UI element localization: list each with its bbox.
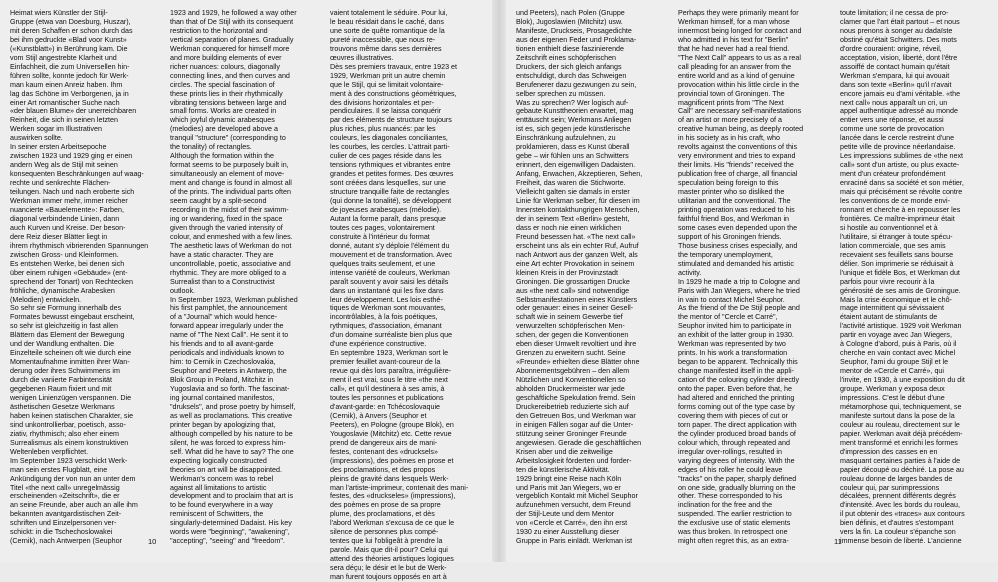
page-number-left: 10	[148, 537, 157, 546]
german-text: Heimat wiers Künstler der Stijl- Gruppe (etwa van Doesburg, Huszar), mit deren Schaffen er schon durch das bei ihm gedruckte «Blad voor Kunst» («Kunstblatt») in Berührung kam. Die vom Stijl angestrebte Klarheit und Einfachheit, die zum Universellen hin- führen sollte, konnte jedoch für Werk- man kaum einen Anreiz haben. Ihm lag das Schöne im Verborgenen, ja in einer Art romantischer Suche nach «der blauen Blume» der unerreichbaren Reinheit, die sich in seinen letzten Werken sogar im Illustrativen auswirken sollte. In seiner ersten Arbeitsepoche zwischen 1923 und 1929 ging er einen andern Weg als de Stijl mit seinen konsequenten Beschränkungen auf waag- rechte und senkrechte Flächen- teilungen. Nach und nach eroberte sich Werkman immer mehr, immer reicher nuancierte «Bauelemente»: Farben, diagonal verbindende Linien, dann auch Kurven und Kreise. Der beson- dere Reiz dieser Blätter liegt in ihrem rhythmisch vibrierenden Spannungen zwischen Gross- und Kleinformen. Es entstehen Werke, bei denen sich über einem ruhigen «Gebäude» (ent- sprechend der Tonart) von Rechtecken fröhliche, dynamische Arabesken (Melodien) entwickeln. So sehr sie Formung innerhalb des Formates bewusst eingebaut erscheint, so sehr ist gleichzeitig in fast allen Blättern das Element der Bewegung und der Wandlung enthalten. Die Einzelteile scheinen oft wie durch eine Momentaufnahme inmitten ihrer Wan- derung oder ihres Schwimmens im durch die variierte Farbintensität gegebenen Raum fixiert und mit wenigen Linienzügen verspannen. Die ästhetischen Gesetze Werkmans haben keinen statischen Charakter, sie sind unkontrollierbar, poetisch, asso- ziativ, rhythmisch; also eher einem Surrealismus als einem konstruktiven Weltenleben verpflichtet. Im September 1923 verschickt Werk- man sein erstes Flugblatt, eine Ankündigung der von nun an unter dem Titel «the next call» unregelmässig erscheinenden «Zeitschrift», die er an seine Freunde, aber auch an alle ihm bekannten avantgardistischen Zeit- schriften und Einzelpersonen ver- schickt: in die Tschechoslowakei (Cernik), nach Antwerpen (Seuphor	[10, 9, 149, 546]
french-text-column	[330, 9, 488, 582]
left-page	[0, 0, 492, 582]
english-text-column	[678, 9, 836, 546]
english-text: 1923 and 1929, he followed a way other than that of De Stijl with its consequent restriction to the horizontal and vertical separation of planes. Gradually Werkman conquered for himself more and more building elements of ever richer nuances: colours, diagonally connecting lines, and then curves and circles. The special fascination of these prints lies in their rhythmically vibrating tensions between large and small forms. Works are created in which joyful dynamic arabesques (melodies) are developed above a tranquil "structure" (corresponding to the tonality) of rectangles. Although the formation within the format seems to be purposely built in, simultaneously an element of move- ment and change is found in almost all of the prints. The individual parts often seem caught by a split-second recording in the midst of their swimm- ing or wandering, fixed in the space given through the varied intensity of colour, and enmeshed with a few lines. The aesthetic laws of Werkman do not have a static character. They are uncontrollable, poetic, associative and rhythmic. They are more obliged to a Surrealist than to a Constructivist outlook. In September 1923, Werkman published his first pamphlet, the announcement of a "Journal" which would hence- forward appear irregularly under the name of "The Next Call". He sent it to his friends and to all avant-garde periodicals and individuals known to him: to Cernik in Czechoslovakia, Seuphor and Peeters in Antwerp, the Blok Group in Poland, Mitchitz in Yugoslavia and so forth. The fascinat- ing journal contained manifestos, "druksels", and prose poetry by himself, as well as proclamations. This creative printer began by apologizing that, although compelled by his nature to be silent, he was forced to express him- self. What did he have to say? The one expecting logically constructed theories on art will be disappointed. Werkman's concern was to rebel against all limitations to artistic development and to proclaim that art is to be found everywhere in a way reminiscent of Schwitters, the singularly-determined Dadaist. His key words were "beginning", "awakening", "accepting", "seeing" and "freedom".	[170, 9, 298, 546]
german-text: und Peeters), nach Polen (Gruppe Blok), Jugoslawien (Mitchitz) usw. Manifeste, Druckseis, Prosagedichte aus der eigenen Feder und Proklama- tionen enthielt diese faszinierende Zeitschrift eines schöpferischen Druckers, der sich gleich anfangs entschuldigt, durch das Schweigen Berufenerer dazu gezwungen zu sein, selber sprechen zu müssen. Was zu sprechen? Wer logisch auf- gebaute Kunsttheorien erwartet, mag enttäuscht sein; Werkmans Anliegen ist es, sich gegen jede künstlerische Einschränkung aufzulehnen, zu proklamieren, dass es Kunst überall gebe – wir fühlen uns an Schwitters erinnert, den eigenwilligen Dadaisten. Anfang, Erwachen, Akzeptieren, Sehen, Freiheit, das waren die Stichworte. Vielleicht galten sie damals in erster Linie für Werkman selber, für diesen im Innersten kontakthungrigen Menschen, der in seinem Text «Berlin» gesteht, dass er noch nie einen wirklichen Freund besessen hat. «The next call» erscheint uns als ein echter Ruf, Aufruf nach Antwort aus der ganzen Welt, als eine Art echter Provokation in seinem kleinen Kreis in der Provinzstadt Groningen. Die grossartigen Drucke aus «the next call» sind notwendige Selbstmanifestationen eines Künstlers oder genauer: eines in seiner Gesell- schaft wie in seinem Gewerbe tief verwurzelten schöpferischen Men- schen, der gegen die Konventionen eben dieser Umwelt revoltiert und ihre Grenzen zu erweitern sucht. Seine «Freunde» erhielten diese Blätter ohne Abonnementsgebühren – den allem Nützlichen und Konventionellen so abholden Druckermeister war jede geschäftliche Spekulation fremd. Sein Druckereibetrieb reduzierte sich auf den Getreuen Bos, und Werkman war in einigen Fällen sogar auf die Unter- stützung seiner Groninger Freunde angewiesen. Gerade die geschäftlichen Krisen aber und die zeitweilige Arbeitslosigkeit förderten und forder- ten die künstlerische Aktivität. 1929 bringt eine Reise nach Köln und Paris mit Jan Wiegers, wo er vergeblich Kontakt mit Michel Seuphor aufzunehmen versucht, dem Freund der Stijl-Leute und dem Mentor von «Cercle et Carré», den ihn erst 1930 zu einer Ausstellung dieser Gruppe in Paris einlädt. Werkman ist	[516, 9, 643, 546]
right-page	[506, 0, 998, 562]
french-text-column	[840, 9, 998, 546]
book-gutter	[492, 0, 506, 562]
english-text: Perhaps they were primarily meant for Werkman himself, for a man whose innermost being longed for contact and who admitted in his text for "Berlin" that he had never had a real friend. "The Next Call" appears to us as a real call pleading for an answer from the entire world and as a kind of genuine provocation within his little circle in the provincial town of Groningen. The magnificent prints from "The Next Call" are necessary self-manifestations of an artist or more precisely of a creative human being, as deeply rooted in his society as in his craft, who revolts against the conventions of this very environment and tries to expand their limits. His "friends" received the publication free of charge, all financial speculation being foreign to this master printer who so disliked the utilitarian and the conventional. The printing operation was reduced to his faithful friend Bos, and Werkman in some cases even depended upon the support of his Groningen friends. Those business crises especially, and the temporary unemployment, stimulated and demanded his artistic activity. In 1929 he made a trip to Cologne and Paris with Jan Wiegers, where he tried in vain to contact Michel Seuphor. As the friend of the De Stijl people and the mentor of "Cercle et Carré", Seuphor invited him to participate in an exhibit of the latter group in 1930. Werkman was represented by two prints. In his work a transformation began to be apparent. Technically this change manifested itself in the appli- cation of the colouring cylinder directly onto the paper. Even before that, he had altered and enriched the printing forms coming out of the type case by covering them with pieces of cut or torn paper. The direct application with the cylinder produced broad bands of colour which, through repeated and irregular over-rollings, resulted in varying degrees of intensity. With the edges of his roller he could leave "tracks" on the paper, sharply defined on one side, gradually blurring on the other. These corresponded to his inclination for the free and the suspended. The earlier restriction to the exclusive use of static elements was thus broken. In retrospect one might often regret this, as an extra-	[678, 9, 804, 546]
english-text-column	[170, 9, 328, 546]
french-text: toute limitation; il ne cessa de pro- clamer que l'art était partout – et nous nous prenons à songer au dadaïste obstiné qu'était Schwitters. Des mots d'ordre couraient: origine, réveil, acceptation, vision, liberté, dont l'être assoiffé de contact humain qu'était Werkman s'empara, lui qui avouait dans son texte «Berlin» qu'il n'avait encore jamais eu d'ami véritable. «the next call» nous apparaît un cri, un appel authentique adressé au monde entier vers une réponse, et aussi comme une sorte de provocation lancée dans le cercle restreint d'une petite ville de province néerlandaise. Les impressions sublimes de «the next call» sont d'un artiste, ou plus exacte- ment d'un créateur profondément enraciné dans sa société et son métier, mais qui précisément se révolte contre les conventions de ce monde envi- ronnant et cherche à en repousser les frontières. Ce maître-imprimeur était si hostile au conventionnel et à l'utilitaire, si étranger à toute spécu- lation commerciale, que ses amis recevaient ses feuillets sans bourse délier. Son imprimerie se réduisait à l'unique et fidèle Bos, et Werkman dut parfois pour vivre recourir à la générosité de ses amis de Groningue. Mais la crise économique et le chô- mage intermittent qui sévissaient étaient autant de stimulants de l'activité artistique. 1929 voit Werkman partir en voyage avec Jan Wiegers, à Cologne d'abord, puis à Paris, où il cherche en vain contact avec Michel Seuphor, l'ami du groupe Stijl et le mentor de «Cercle et Carré», qui l'invite, en 1930, à une exposition du dit groupe. Werkman y exposa deux impressions. C'est le début d'une métamorphose qui, techniquement, se manifeste surtout dans la pose de la couleur au rouleau, directement sur le papier. Werkman avait déjà précédem- ment transformé et enrichi les formes d'impression des casses en en masquant certaines parties à l'aide de papier découpé ou déchiré. La pose au rouleau donne de larges bandes de couleur qui, par surimpressions décalées, prennent différents degrés d'intensité. Avec les bords du rouleau, il put obtenir des «traces» aux contours bien définis, et d'autres s'estompant vers la fin. La couleur s'épanche son immense besoin de liberté. L'ancienne	[840, 9, 965, 546]
german-text-column	[516, 9, 674, 546]
french-text: vaient totalement le séduire. Pour lui, le beau résidait dans le caché, dans une sorte de quête romantique de la pureté inaccessible, que nous re- trouvons même dans ses dernières œuvres illustratives. Dès ses premiers travaux, entre 1923 et 1929, Werkman prit un autre chemin que le Stijl, qui se limitait volontaire- ment à des constructions géométriques, des divisions horizontales et per- pendiculaires. Il se laissa conquérir par des éléments de structure toujours plus riches, plus nuancés: par les couleurs, les diagonales conciliantes, les courbes, les cercles. L'attrait parti- culier de ces pages réside dans les tensions rythmiques et vibrantes entre grandes et petites formes. Des œuvres sont créées dans lesquelles, sur une structure tranquille faite de rectangles (qui donne la tonalité), se développent de joyeuses arabesques (mélodie). Autant la forme paraît, dans presque toutes ces pages, volontairement construite à l'intérieur du format donné, autant s'y déploie l'élément du mouvement et de transformation. Avec quelques traits seulement, et une intense variété de couleurs, Werkman paraît souvent y avoir saisi les détails dans un instantané qui les fixe dans leur développement. Les lois esthé- tiques de Werkman sont mouvantes, incontrôlables, à la fois poétiques, rythmiques, d'association, émanant d'un domaine surréaliste bien plus que d'une expérience constructive. En septembre 1923, Werkman sort le premier feuillet avant-coureur de la revue qui dès lors paraîtra, irrégulière- ment il est vrai, sous le titre «the next call», et qu'il destinera à ses amis, à toutes les personnes et publications d'avant-garde: en Tchécoslovaquie (Cernik), à Anvers (Seuphor et Peeters), en Pologne (groupe Blok), en Yougoslavie (Mitchitz) etc. Cette revue prend de dangereux airs de mani- festes, contenant des «drucksels» (impressions), des poèmes en prose et des proclamations, et des propos pleins de gravité dans lesquels Werk- man l'artiste-imprimeur, contenait des mani- festes, des «druckseles» (impressions), des poèmes en prose de sa propre plume, des proclamations, et dès l'abord Werkman s'excusa de ce que le silence de personnes plus compé- tentes que lui l'obligeât à prendre la parole. Mais que dit-il pour? Celui qui attend des théories artistiques logiques sera déçu; le désir et le but de Werk- man furent toujours opposés en art à	[330, 9, 469, 582]
page-number-right: 11	[834, 537, 842, 546]
